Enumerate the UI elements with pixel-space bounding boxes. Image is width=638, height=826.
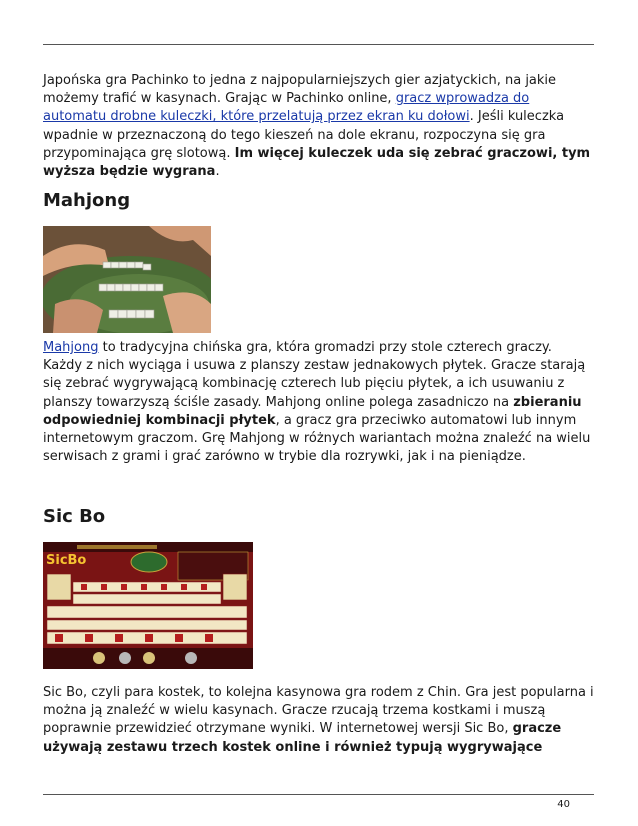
sicbo-screenshot <box>43 542 253 669</box>
mahjong-heading: Mahjong <box>43 190 131 211</box>
top-rule <box>43 44 594 45</box>
mahjong-photo <box>43 226 211 333</box>
pachinko-text-3: . <box>215 164 220 180</box>
mahjong-link[interactable]: Mahjong <box>43 340 99 355</box>
sicbo-bold: gracze używają zestawu trzech kostek online i również typują wygrywające <box>43 721 562 755</box>
pachinko-paragraph <box>43 72 594 181</box>
sicbo-logo: SicBo <box>46 553 87 568</box>
pachinko-link[interactable]: gracz wprowadza do automatu drobne kuleczki, które przelatują przez ekran ku dołowi <box>43 91 530 125</box>
sicbo-game-illustration <box>43 542 253 669</box>
mahjong-text-2: , a gracz gra przeciwko automatowi lub innym internetowym graczom. Grę Mahjong w różnych wariantach można znaleźć na wielu serwisach z grami i grać zarówno w trybie dla rozrywki, jak i na pieniądze. <box>43 412 591 465</box>
mahjong-paragraph <box>43 339 594 466</box>
sicbo-paragraph <box>43 684 594 757</box>
page-number: 40 <box>557 799 570 810</box>
mahjong-bold: zbieraniu odpowiedniej kombinacji płytek <box>43 394 582 428</box>
mahjong-photo-illustration <box>43 226 211 333</box>
sicbo-text-1: Sic Bo, czyli para kostek, to kolejna kasynowa gra rodem z Chin. Gra jest popularna i można ją znaleźć w wielu kasynach. Gracze rzucają trzema kostkami i muszą poprawnie przewidzieć otrzymane wyniki. W internetowej wersji Sic Bo, <box>43 685 594 737</box>
pachinko-bold: Im więcej kuleczek uda się zebrać graczowi, tym wyższa będzie wygrana <box>43 145 591 180</box>
pachinko-text-2: . Jeśli kuleczka wpadnie w przeznaczoną do tego kieszeń na dole ekranu, rozpoczyna się gra przypominająca grę slotową. <box>43 109 565 161</box>
mahjong-text-1: to tradycyjna chińska gra, która gromadzi przy stole czterech graczy. Każdy z nich wyciąga i usuwa z planszy zestaw jednakowych płytek. Gracze starają się zebrać wygrywającą kombinację czterech lub pięciu płytek, a ich usuwaniu z planszy towarzyszą ściśle zasady. Mahjong online polega zasadniczo na <box>43 340 586 410</box>
pachinko-text-1: Japońska gra Pachinko to jedna z najpopularniejszych gier azjatyckich, na jakie możemy trafić w kasynach. Grając w Pachinko online, <box>43 73 557 107</box>
sicbo-heading: Sic Bo <box>43 506 106 527</box>
bottom-rule <box>43 794 594 795</box>
